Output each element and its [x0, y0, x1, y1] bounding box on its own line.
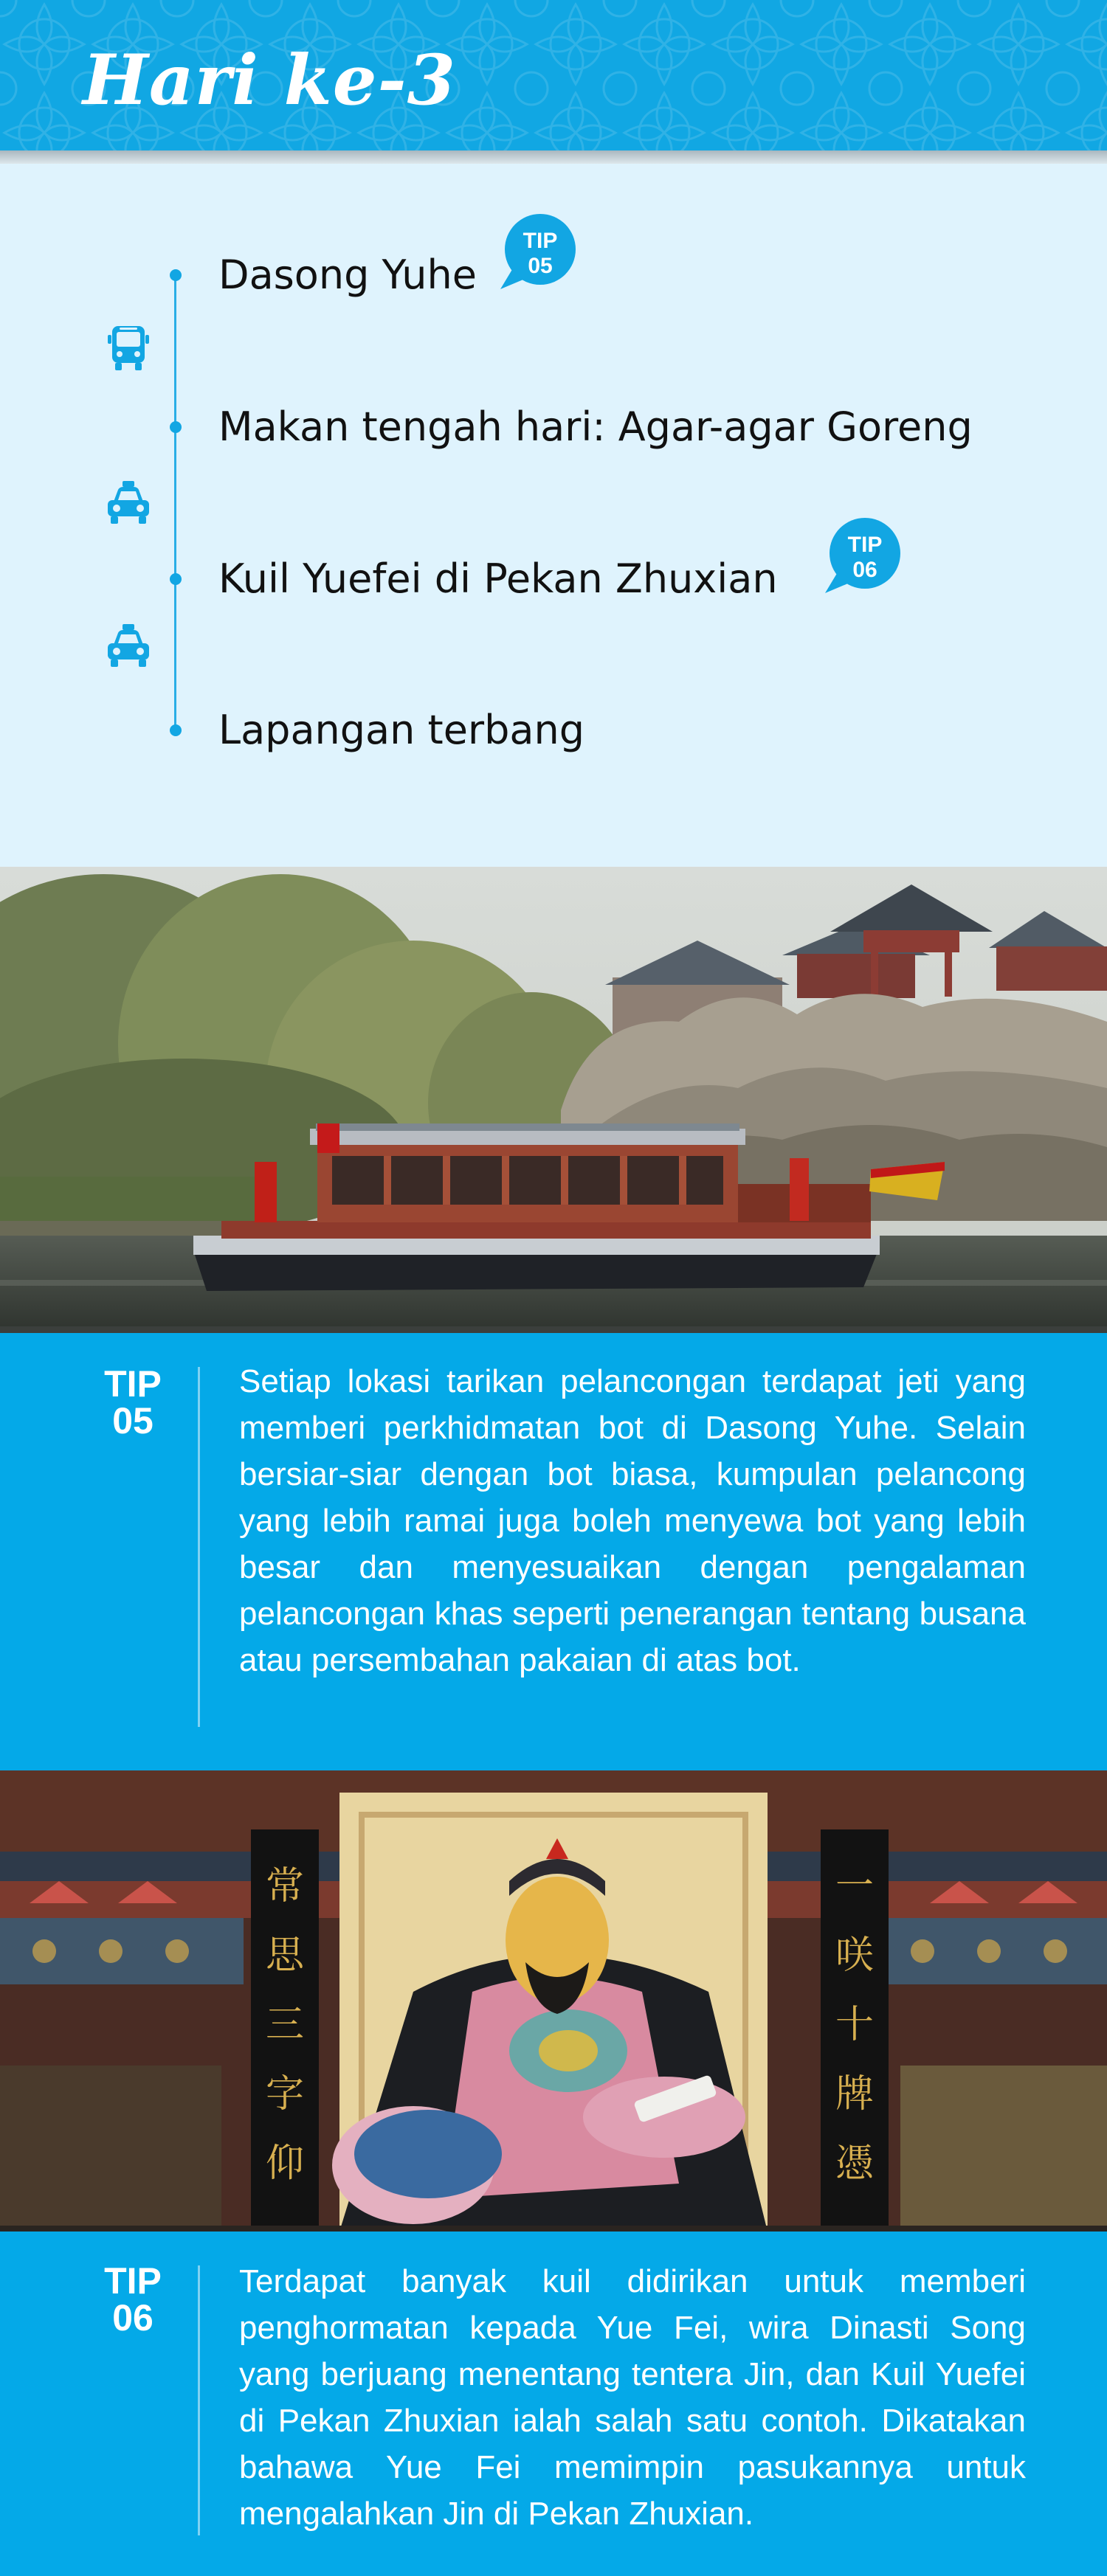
tip-panel-05 [0, 1333, 1107, 1770]
tip-word: TIP [847, 533, 883, 557]
tip-panel-06 [0, 2232, 1107, 2576]
tip-number: 06 [852, 558, 877, 582]
tip-label [89, 2262, 177, 2336]
tip-divider [198, 1367, 200, 1727]
tip-word: TIP [104, 2260, 162, 2302]
couplet-char: 憑 [835, 2142, 874, 2186]
couplet-char: 十 [835, 2003, 874, 2047]
couplet-char: 思 [265, 1933, 304, 1978]
taxi-icon [102, 620, 155, 673]
couplet-char: 三 [265, 2003, 304, 2047]
couplet-char: 字 [265, 2072, 304, 2116]
itinerary-section [0, 164, 1107, 867]
couplet-char: 一 [835, 1864, 874, 1908]
bus-icon [102, 322, 155, 375]
timeline-dot [170, 724, 182, 736]
tip-number: 05 [528, 254, 553, 278]
couplet-char: 仰 [265, 2142, 304, 2186]
day-header [0, 0, 1107, 150]
couplet-char: 牌 [835, 2072, 874, 2116]
tip-05-bubble[interactable] [499, 212, 576, 289]
couplet-char: 常 [265, 1864, 304, 1908]
photo-dasong-yuhe-boat [0, 867, 1107, 1333]
itinerary-stop-1: Dasong Yuhe [218, 252, 477, 298]
tip-number: 05 [112, 1400, 154, 1441]
timeline-line [174, 271, 176, 730]
taxi-icon [102, 477, 155, 530]
itinerary-stop-2: Makan tengah hari: Agar-agar Goreng [218, 404, 973, 450]
couplet-left [251, 1852, 319, 2198]
tip-body: Terdapat banyak kuil didirikan untuk memberi penghormatan kepada Yue Fei, wira Dinasti Song yang berjuang menentang tentera Jin, dan Kuil Yuefei di Pekan Zhuxian ialah salah satu contoh. Dikatakan bahawa Yue Fei memimpin pasukannya untuk mengalahkan Jin di Pekan Zhuxian. [239, 2263, 1026, 2532]
tip-number: 06 [112, 2297, 154, 2338]
couplet-right [821, 1852, 889, 2198]
tip-word: TIP [523, 229, 558, 253]
couplet-char: 咲 [835, 1933, 874, 1978]
page-title: Hari ke-3 [83, 40, 457, 121]
photo-yuefei-temple-statue [0, 1770, 1107, 2232]
timeline-dot [170, 269, 182, 281]
timeline-dot [170, 421, 182, 433]
itinerary-stop-4: Lapangan terbang [218, 707, 584, 753]
tip-divider [198, 2265, 200, 2535]
tip-word: TIP [104, 1363, 162, 1405]
tip-06-bubble[interactable] [824, 516, 900, 593]
header-divider [0, 150, 1107, 164]
itinerary-stop-3: Kuil Yuefei di Pekan Zhuxian [218, 555, 778, 602]
timeline-dot [170, 573, 182, 585]
tip-label [89, 1365, 177, 1439]
tip-body: Setiap lokasi tarikan pelancongan terdapat jeti yang memberi perkhidmatan bot di Dasong Yuhe. Selain bersiar-siar dengan bot biasa, kumpulan pelancong yang lebih ramai juga boleh menyewa bot yang lebih besar dan menyesuaikan dengan pengalaman pelancongan khas seperti penerangan tentang busana atau persembahan pakaian di atas bot. [239, 1363, 1026, 1678]
